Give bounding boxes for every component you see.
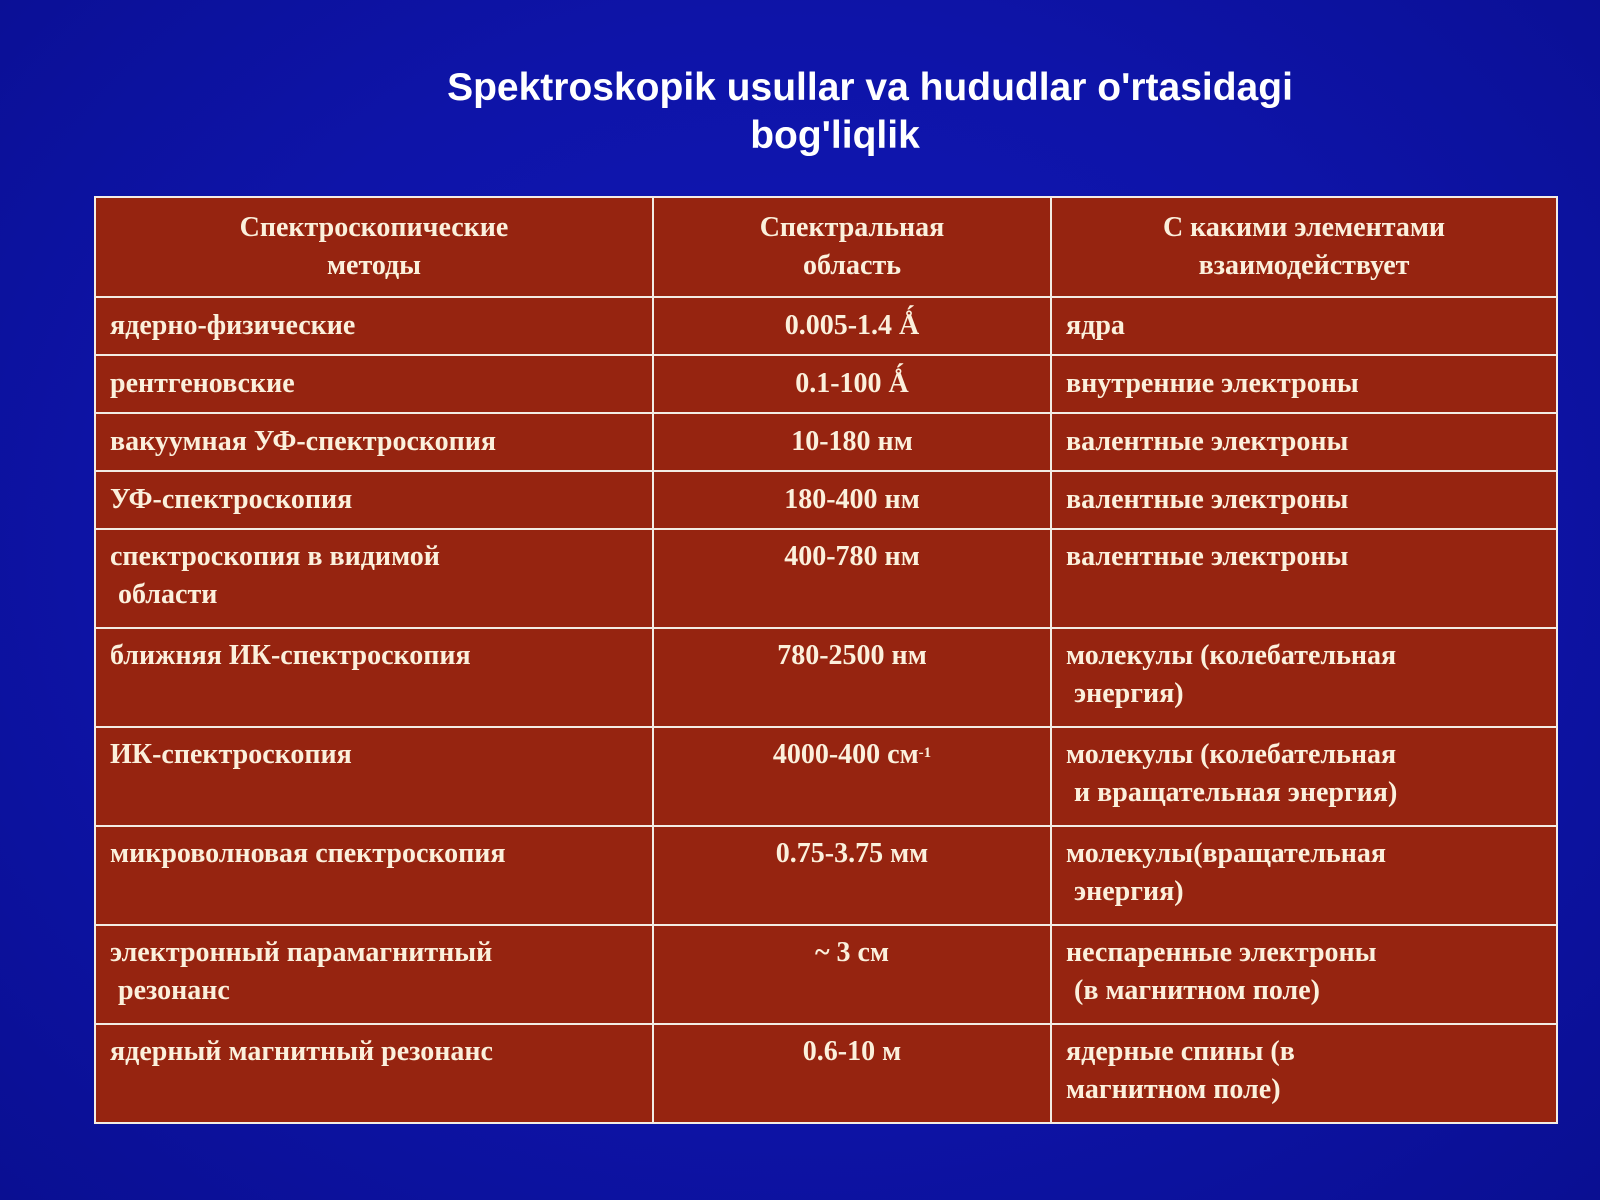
cell-elements-line: ядерные спины (в bbox=[1066, 1036, 1295, 1067]
table-row bbox=[95, 297, 1557, 355]
cell-method bbox=[95, 727, 653, 826]
slide-title-line-1: Spektroskopik usullar va hududlar o'rtasidagi bbox=[447, 66, 1293, 109]
cell-spectral-range bbox=[653, 355, 1051, 413]
cell-interacting-elements bbox=[1051, 355, 1557, 413]
cell-method-line: ядерный магнитный резонанс bbox=[110, 1036, 493, 1067]
cell-elements-line: внутренние электроны bbox=[1066, 368, 1359, 399]
header-methods bbox=[95, 197, 653, 297]
cell-elements-line: энергия) bbox=[1074, 876, 1184, 907]
header-methods-line-1: Спектроскопические bbox=[239, 212, 509, 243]
cell-method bbox=[95, 628, 653, 727]
cell-interacting-elements bbox=[1051, 826, 1557, 925]
cell-spectral-range bbox=[653, 727, 1051, 826]
cell-spectral-range bbox=[653, 925, 1051, 1024]
cell-elements-line: энергия) bbox=[1074, 678, 1184, 709]
cell-method bbox=[95, 413, 653, 471]
cell-method-line: спектроскопия в видимой bbox=[110, 541, 440, 572]
cell-elements-line: и вращательная энергия) bbox=[1074, 777, 1398, 808]
table-row bbox=[95, 413, 1557, 471]
cell-range-value: 10-180 нм bbox=[791, 426, 913, 457]
table-row bbox=[95, 529, 1557, 628]
cell-elements-line: неспаренные электроны bbox=[1066, 937, 1377, 968]
table-row bbox=[95, 826, 1557, 925]
cell-interacting-elements bbox=[1051, 727, 1557, 826]
cell-method-line: микроволновая спектроскопия bbox=[110, 838, 506, 869]
cell-range-value: 0.75-3.75 мм bbox=[775, 838, 929, 869]
slide-title bbox=[0, 64, 1600, 160]
cell-elements-line: валентные электроны bbox=[1066, 426, 1349, 457]
cell-range-value: 400-780 нм bbox=[784, 541, 920, 572]
cell-range-value: 180-400 нм bbox=[784, 484, 920, 515]
cell-method-line: рентгеновские bbox=[110, 368, 295, 399]
cell-interacting-elements bbox=[1051, 529, 1557, 628]
cell-method bbox=[95, 471, 653, 529]
cell-method-line: электронный парамагнитный bbox=[110, 937, 493, 968]
cell-elements-line: магнитном поле) bbox=[1066, 1074, 1281, 1105]
cell-range-value: ~ 3 см bbox=[814, 937, 890, 968]
cell-interacting-elements bbox=[1051, 413, 1557, 471]
cell-range-value: 4000-400 см bbox=[772, 739, 919, 770]
cell-elements-line: валентные электроны bbox=[1066, 541, 1349, 572]
header-region-line-1: Спектральная bbox=[759, 212, 945, 243]
cell-range-exponent: -1 bbox=[918, 745, 932, 761]
cell-spectral-range bbox=[653, 628, 1051, 727]
cell-range-value: 780-2500 нм bbox=[777, 640, 927, 671]
cell-method-line: вакуумная УФ-спектроскопия bbox=[110, 426, 497, 457]
header-methods-line-2: методы bbox=[326, 250, 422, 281]
header-spectral-region bbox=[653, 197, 1051, 297]
table-header-row bbox=[95, 197, 1557, 297]
table-body bbox=[95, 297, 1557, 1123]
cell-spectral-range bbox=[653, 413, 1051, 471]
cell-range-value: 0.1-100 Ǻ bbox=[795, 368, 909, 399]
cell-interacting-elements bbox=[1051, 628, 1557, 727]
cell-method-line: ИК-спектроскопия bbox=[110, 739, 352, 770]
table-row bbox=[95, 1024, 1557, 1123]
cell-method-line: области bbox=[118, 579, 218, 610]
table-row bbox=[95, 925, 1557, 1024]
cell-spectral-range bbox=[653, 471, 1051, 529]
cell-method bbox=[95, 1024, 653, 1123]
cell-range-value: 0.6-10 м bbox=[802, 1036, 902, 1067]
cell-elements-line: молекулы (колебательная bbox=[1066, 640, 1397, 671]
cell-method-line: ближняя ИК-спектроскопия bbox=[110, 640, 471, 671]
cell-range-value: 0.005-1.4 Ǻ bbox=[784, 310, 920, 341]
cell-interacting-elements bbox=[1051, 925, 1557, 1024]
cell-interacting-elements bbox=[1051, 471, 1557, 529]
cell-elements-line: ядра bbox=[1066, 310, 1125, 341]
cell-method bbox=[95, 826, 653, 925]
cell-method bbox=[95, 297, 653, 355]
header-elements-line-2: взаимодействует bbox=[1198, 250, 1410, 281]
cell-spectral-range bbox=[653, 826, 1051, 925]
cell-spectral-range bbox=[653, 1024, 1051, 1123]
table-row bbox=[95, 355, 1557, 413]
cell-elements-line: молекулы (колебательная bbox=[1066, 739, 1397, 770]
cell-elements-line: (в магнитном поле) bbox=[1074, 975, 1320, 1006]
table-row bbox=[95, 471, 1557, 529]
cell-spectral-range bbox=[653, 297, 1051, 355]
cell-method bbox=[95, 925, 653, 1024]
cell-interacting-elements bbox=[1051, 297, 1557, 355]
cell-elements-line: валентные электроны bbox=[1066, 484, 1349, 515]
table-row bbox=[95, 727, 1557, 826]
cell-interacting-elements bbox=[1051, 1024, 1557, 1123]
header-region-line-2: область bbox=[803, 250, 901, 281]
table-row bbox=[95, 628, 1557, 727]
slide-title-line-2: bog'liqlik bbox=[750, 114, 920, 157]
cell-method-line: резонанс bbox=[118, 975, 230, 1006]
cell-method bbox=[95, 529, 653, 628]
header-interacts-with bbox=[1051, 197, 1557, 297]
header-elements-line-1: С какими элементами bbox=[1162, 212, 1446, 243]
spectroscopy-table bbox=[94, 196, 1558, 1124]
cell-method-line: УФ-спектроскопия bbox=[110, 484, 353, 515]
cell-spectral-range bbox=[653, 529, 1051, 628]
cell-method-line: ядерно-физические bbox=[110, 310, 356, 341]
cell-elements-line: молекулы(вращательная bbox=[1066, 838, 1386, 869]
cell-method bbox=[95, 355, 653, 413]
